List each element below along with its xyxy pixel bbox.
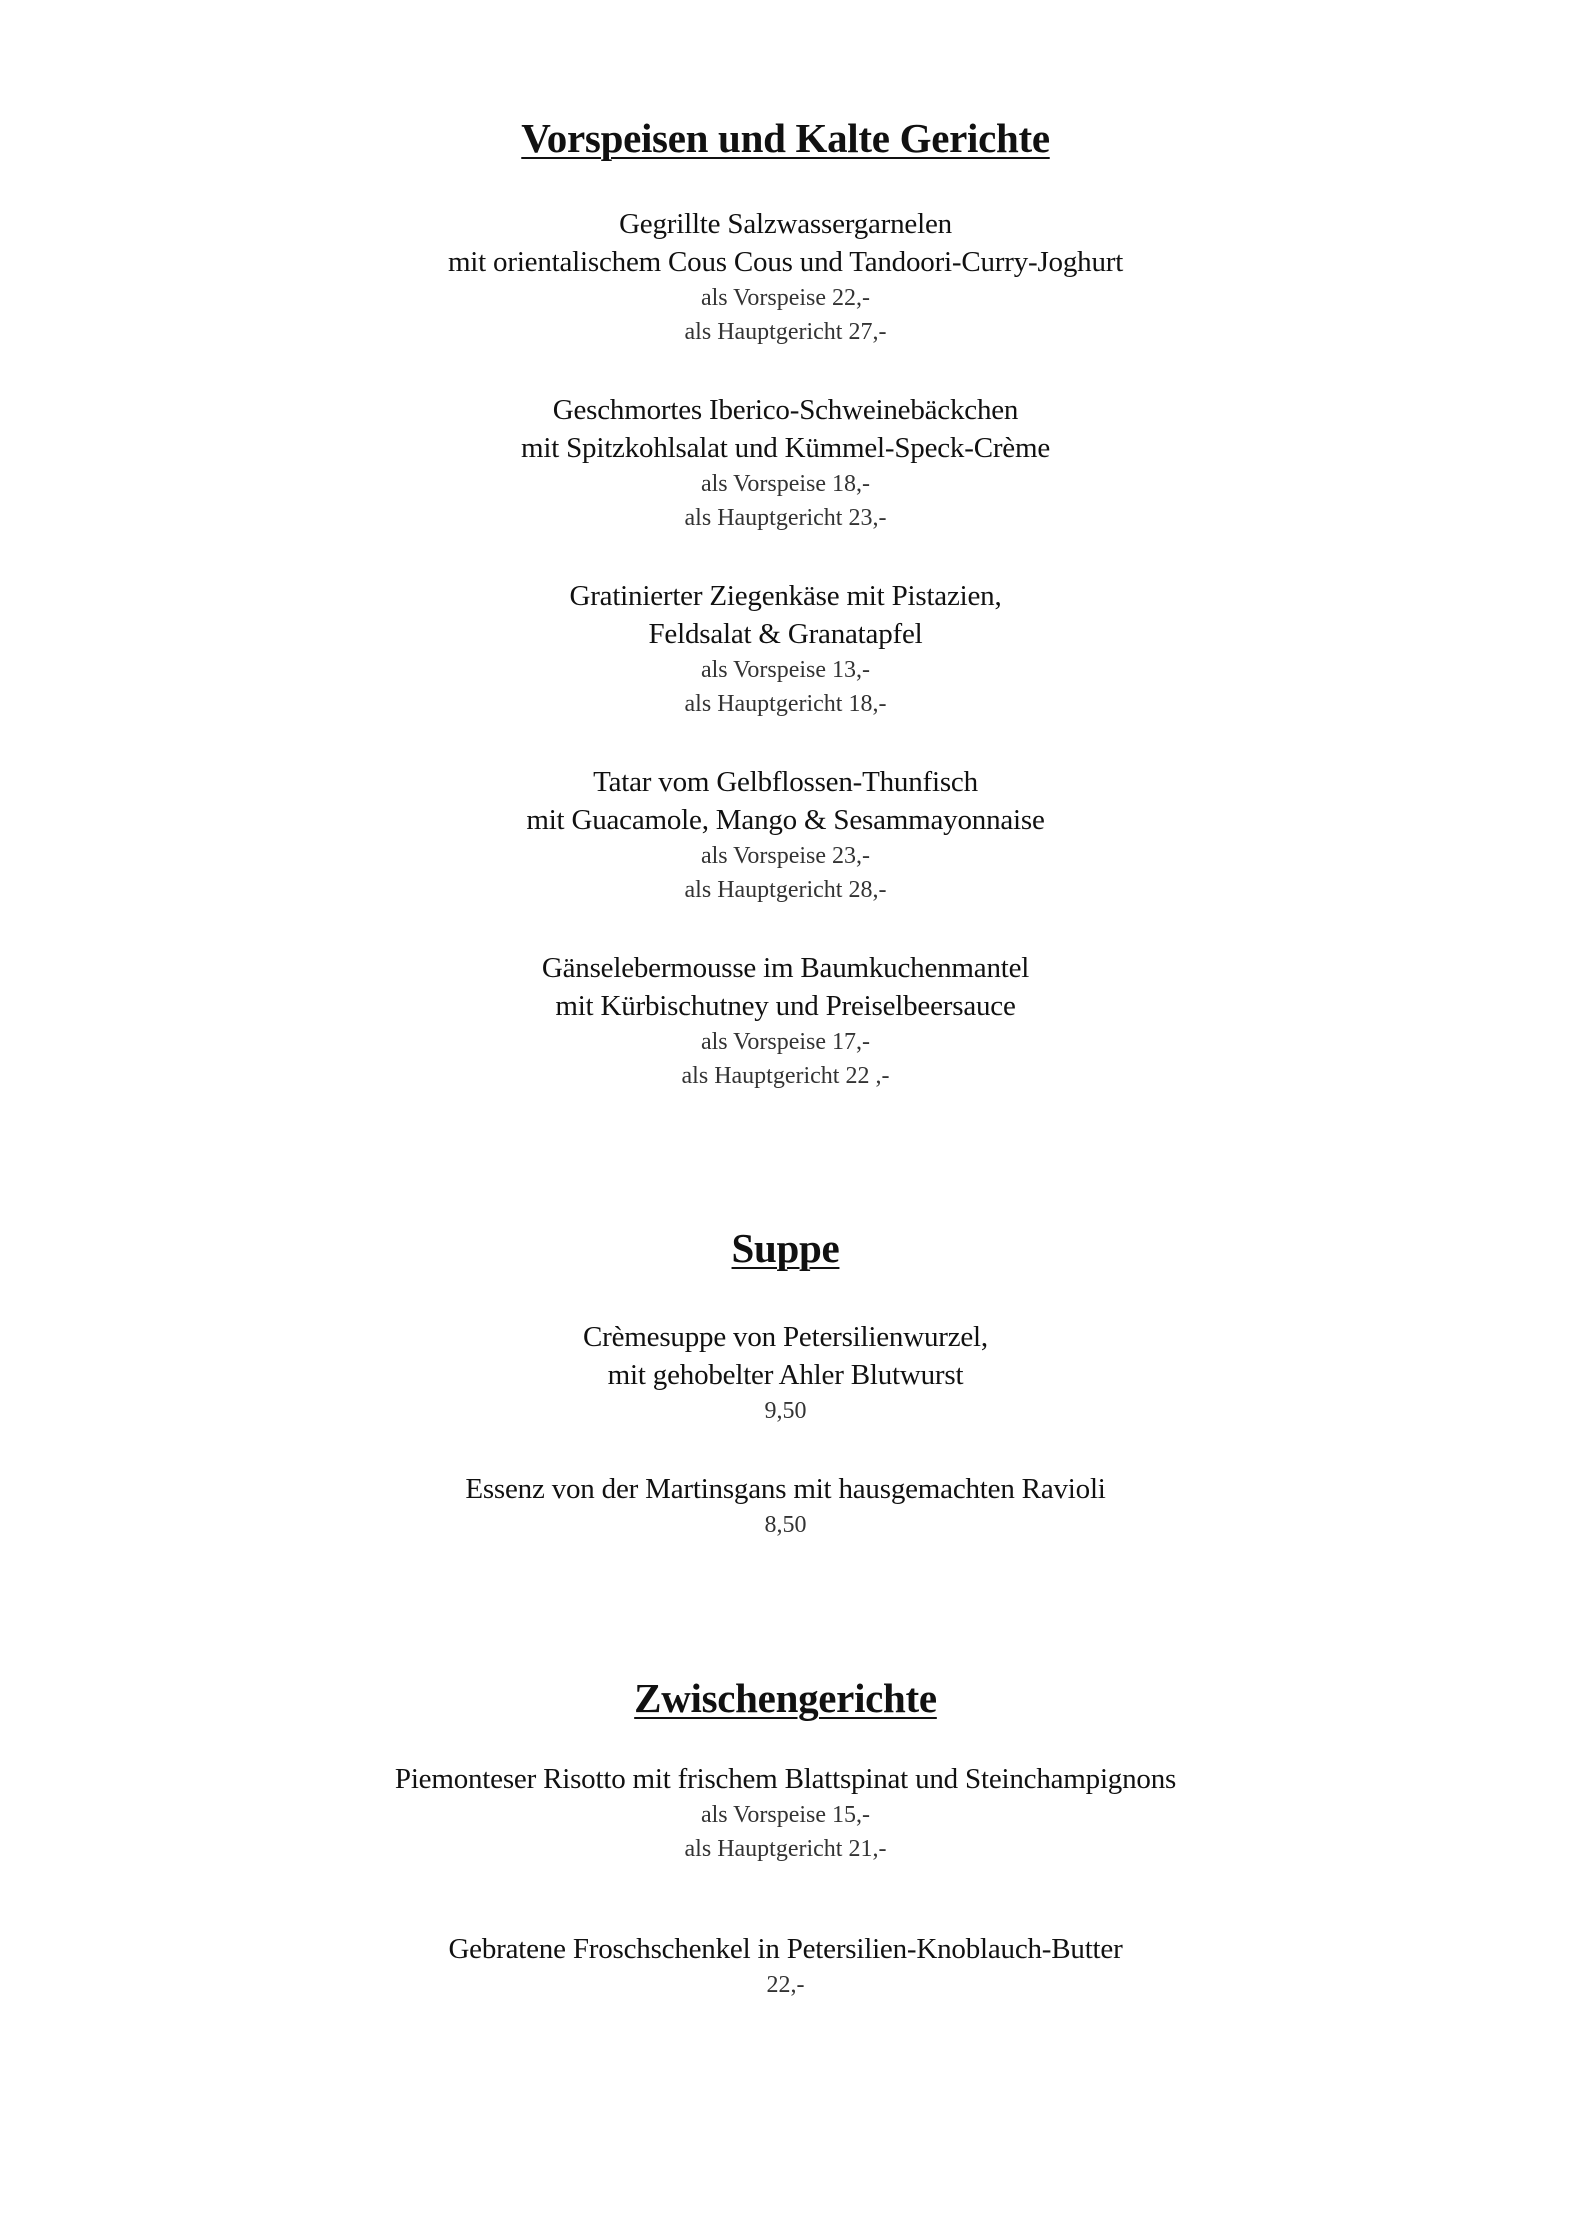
dish-description-line: mit orientalischem Cous Cous und Tandoori-Curry-Joghurt [447, 246, 1124, 278]
price-main: als Hauptgericht 21,- [684, 1836, 887, 1862]
dish-name-line: Gänselebermousse im Baumkuchenmantel [541, 952, 1030, 984]
dish-name-line: Piemonteser Risotto mit frischem Blattspinat und Steinchampignons [394, 1763, 1177, 1795]
dish-name-line: Geschmortes Iberico-Schweinebäckchen [552, 394, 1019, 426]
price: 9,50 [764, 1398, 807, 1424]
price-starter: als Vorspeise 13,- [700, 657, 871, 683]
section-title: Zwischengerichte [634, 1675, 937, 1721]
menu-item [0, 1318, 1571, 1428]
price-main: als Hauptgericht 22 ,- [681, 1063, 890, 1089]
menu-item [0, 391, 1571, 535]
dish-name-line: Essenz von der Martinsgans mit hausgemachten Ravioli [465, 1473, 1106, 1505]
price: 22,- [766, 1972, 805, 1998]
dish-description-line: mit Spitzkohlsalat und Kümmel-Speck-Crème [520, 432, 1050, 464]
menu-item [0, 949, 1571, 1093]
menu-item [0, 763, 1571, 907]
menu-item [0, 1930, 1571, 2002]
section-header-suppe [0, 1224, 1571, 1272]
price-starter: als Vorspeise 22,- [700, 285, 871, 311]
menu-item [0, 1760, 1571, 1866]
dish-name-line: Gegrillte Salzwassergarnelen [619, 208, 952, 240]
price: 8,50 [764, 1512, 807, 1538]
menu-item [0, 1470, 1571, 1542]
dish-description-line: mit gehobelter Ahler Blutwurst [607, 1359, 964, 1391]
price-starter: als Vorspeise 23,- [700, 843, 871, 869]
price-main: als Hauptgericht 27,- [684, 319, 887, 345]
price-starter: als Vorspeise 18,- [700, 471, 871, 497]
section-header-vorspeisen [0, 114, 1571, 162]
dish-name-line: Crèmesuppe von Petersilienwurzel, [583, 1321, 988, 1353]
menu-item [0, 577, 1571, 721]
section-title: Vorspeisen und Kalte Gerichte [521, 115, 1050, 161]
price-starter: als Vorspeise 17,- [700, 1029, 871, 1055]
dish-name-line: Gebratene Froschschenkel in Petersilien-Knoblauch-Butter [448, 1933, 1123, 1965]
menu-item [0, 205, 1571, 349]
dish-description-line: mit Guacamole, Mango & Sesammayonnaise [526, 804, 1045, 836]
dish-name-line: Tatar vom Gelbflossen-Thunfisch [593, 766, 978, 798]
dish-name-line: Gratinierter Ziegenkäse mit Pistazien, [569, 580, 1002, 612]
price-starter: als Vorspeise 15,- [700, 1802, 871, 1828]
section-header-zwischengerichte [0, 1674, 1571, 1722]
dish-description-line: Feldsalat & Granatapfel [648, 618, 923, 650]
price-main: als Hauptgericht 28,- [684, 877, 887, 903]
section-title: Suppe [731, 1225, 840, 1271]
price-main: als Hauptgericht 23,- [684, 505, 887, 531]
price-main: als Hauptgericht 18,- [684, 691, 887, 717]
dish-description-line: mit Kürbischutney und Preiselbeersauce [555, 990, 1016, 1022]
